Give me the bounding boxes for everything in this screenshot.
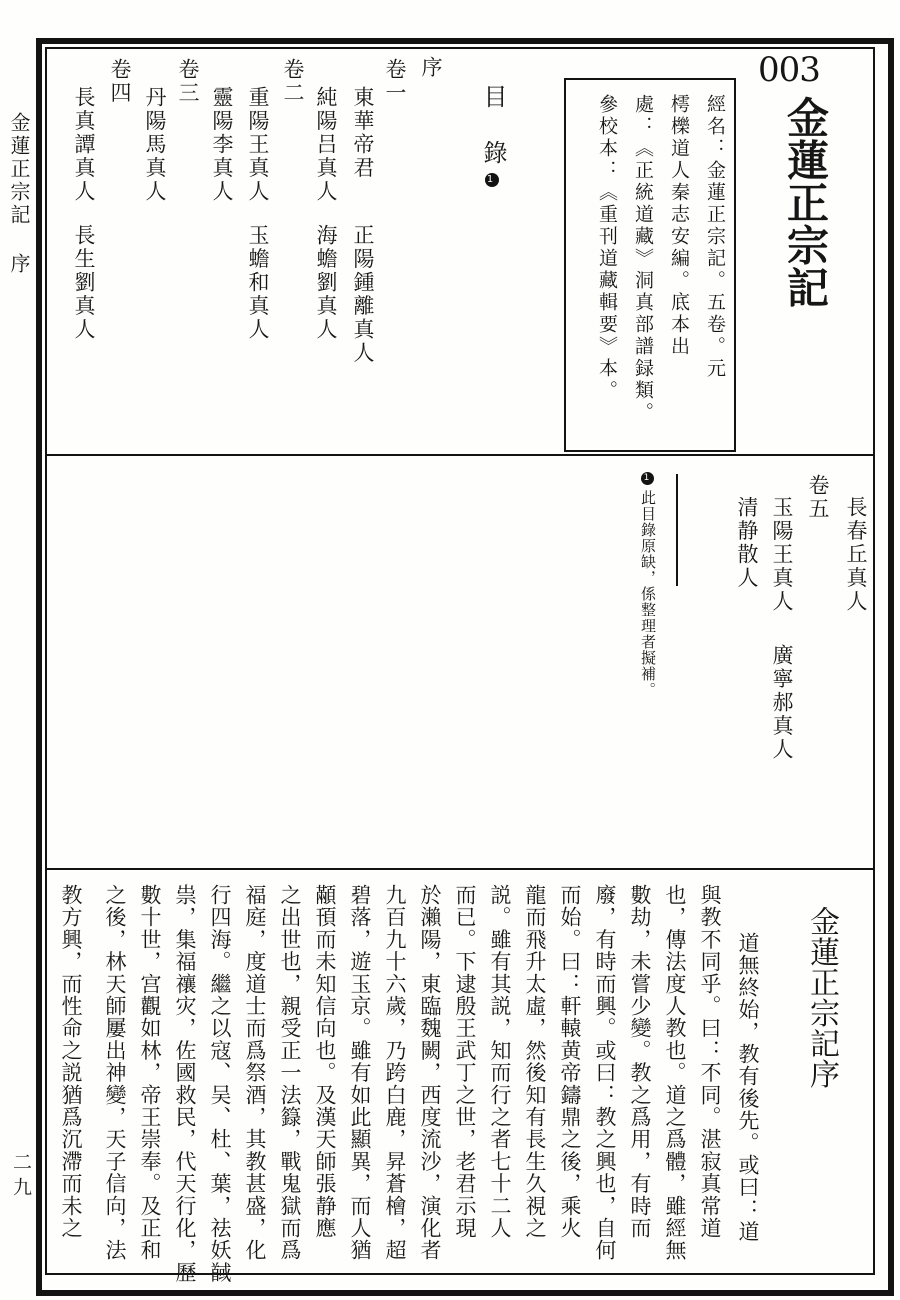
toc-entry: 靈陽李真人: [210, 86, 234, 204]
preface-column: 九百九十六歲，乃跨白鹿，昇蒼檜，超: [383, 884, 407, 1262]
toc-entry: 卷五: [806, 474, 830, 521]
preface-column: 道無終始，教有後先。或曰：道: [736, 932, 760, 1243]
toc-entry: 卷一: [383, 58, 407, 105]
preface-column: 於瀨陽，東臨魏闕，西度流沙，演化者: [418, 884, 442, 1262]
edition-note-line: 參校本：《重刊道藏輯要》本。: [596, 94, 617, 402]
preface-column: 碧落，遊玉京。雖有如此顯異，而人猶: [348, 884, 372, 1262]
running-title: [8, 112, 28, 276]
edition-note-box: [564, 78, 736, 452]
preface-column: 福庭，度道士而爲祭酒，其教甚盛，化: [243, 884, 267, 1262]
toc-entry: 長真譚真人: [72, 86, 96, 204]
preface-column: 説。雖有其説，知而行之者七十二人: [488, 884, 512, 1240]
toc-entry: 卷二: [281, 58, 305, 105]
preface-column: 教方興，而性命之説猶爲沉滯而未之: [59, 884, 83, 1240]
toc-entry: 純陽吕真人: [314, 86, 338, 204]
preface-column: 顢頇而未知信向也。及漢天師張静應: [313, 884, 337, 1240]
preface-column: 而已。下逮殷王武丁之世，老君示現: [453, 884, 477, 1240]
footnote-rule: [676, 474, 678, 586]
toc-entry: 重陽王真人: [246, 86, 270, 204]
preface-column: 與教不同乎。曰：不同。湛寂真常道: [698, 884, 722, 1240]
footnote-text: 此目錄原缺，係整理者擬補。: [639, 490, 655, 698]
running-section-text: 序: [7, 253, 29, 276]
toc-entry: 長春丘真人: [844, 496, 868, 614]
toc-entry: 卷三: [176, 58, 200, 105]
running-title-gap: [8, 227, 28, 253]
toc-entry: 長生劉真人: [72, 224, 96, 342]
toc-entry: 廣寧郝真人: [770, 644, 794, 762]
preface-column: 數十世，宫觀如林，帝王崇奉。及正和: [138, 884, 162, 1262]
running-title-text: 金蓮正宗記: [7, 112, 29, 227]
edition-note-line: 樗櫟道人秦志安編。底本出: [668, 94, 689, 358]
toc-entry: 清静散人: [735, 496, 759, 590]
preface-column: 而始。曰：軒轅黄帝鑄鼎之後，乘火: [558, 884, 582, 1240]
page-number: 二九: [10, 1152, 31, 1202]
preface-column: 數劫，未嘗少變。教之爲用，有時而: [628, 884, 652, 1240]
preface-title: 金蓮正宗記序: [805, 906, 838, 1089]
book-title: 金蓮正宗記: [781, 96, 827, 309]
toc-heading-text: 目 錄: [479, 84, 505, 168]
toc-entry: 序: [419, 56, 443, 80]
preface-column: 之後，林天師屢出神變，天子信向，法: [103, 884, 127, 1262]
preface-column: 也，傳法度人教也。道之爲體，雖經無: [663, 884, 687, 1262]
toc-entry: 玉陽王真人: [770, 496, 794, 614]
section-divider-1: [47, 454, 873, 456]
doc-number: 003: [758, 50, 820, 90]
toc-entry: 正陽鍾離真人: [351, 224, 375, 365]
toc-entry: 東華帝君: [351, 86, 375, 180]
preface-column: 行四海。繼之以寇、吴、杜、葉，祛妖馘: [208, 884, 232, 1284]
toc-entry: 丹陽馬真人: [143, 86, 167, 204]
note-marker-icon: 1: [641, 472, 654, 485]
toc-entry: 海蟾劉真人: [314, 224, 338, 342]
toc-entry: 玉蟾和真人: [246, 224, 270, 342]
edition-note-line: 經名：金蓮正宗記。五卷。元: [704, 94, 725, 380]
edition-note-line: 處：《正統道藏》洞真部譜録類。: [632, 94, 653, 424]
preface-column: 祟，集福禳灾，佐國救民，代天行化，歷: [173, 884, 197, 1284]
toc-heading: [480, 84, 504, 187]
note-marker-icon: 1: [486, 174, 498, 185]
preface-column: 之出世也，親受正一法籙，戰鬼獄而爲: [278, 884, 302, 1262]
section-divider-2: [47, 868, 873, 870]
preface-column: 廢，有時而興。或曰：教之興也，自何: [593, 884, 617, 1262]
footnote: [634, 472, 654, 698]
preface-column: 龍而飛升太虛，然後知有長生久視之: [523, 884, 547, 1240]
toc-entry: 卷四: [108, 58, 132, 105]
